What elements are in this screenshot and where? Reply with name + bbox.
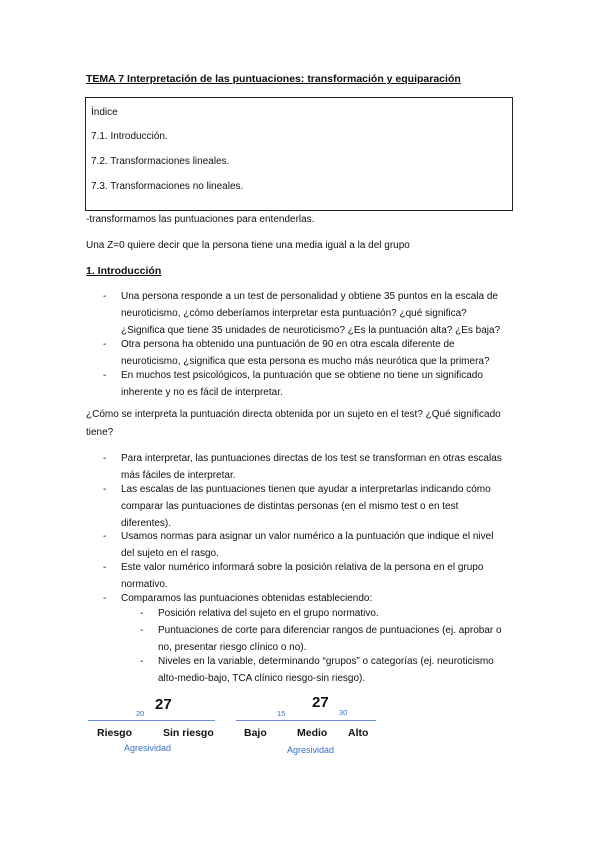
subbullet-line: alto-medio-bajo, TCA clínico riesgo-sin riesgo). [158,673,366,684]
bullet-line: Comparamos las puntuaciones obtenidas estableciendo: [121,593,373,604]
bullet-line: comparar las puntuaciones de distintas personas (en el mismo test o en test [121,501,459,512]
left-label-sin-riesgo: Sin riesgo [163,727,214,739]
bullet-line: inherente y no es fácil de interpretar. [121,387,283,398]
subbullet-item [158,653,494,687]
subbullet-line: Puntuaciones de corte para diferenciar rangos de puntuaciones (ej. aprobar o [158,625,502,636]
bullet-dash: - [103,339,107,350]
bullet-dash: - [103,484,107,495]
note-line: Una Z=0 quiere decir que la persona tiene una media igual a la del grupo [86,240,410,251]
left-label-riesgo: Riesgo [97,727,133,739]
bullet-item [121,559,483,593]
bullet-dash: - [103,370,107,381]
subbullet-item [158,622,502,656]
right-cut-high: 30 [339,708,348,717]
bullet-line: normativo. [121,579,168,590]
right-variable-label: Agresividad [287,745,335,755]
document-title: TEMA 7 Interpretación de las puntuaciones: transformación y equiparación [86,73,461,85]
left-score: 27 [155,696,172,713]
bullet-dash: - [103,291,107,302]
bullet-line: neuroticismo, ¿significa que esta persona es mucho más neurótica que la primera? [121,356,490,367]
bullet-item [121,288,500,339]
right-label-bajo: Bajo [244,727,267,739]
bullet-item [121,336,490,370]
bullet-dash: - [103,531,107,542]
bullet-line: Usamos normas para asignar un valor numérico a la puntuación que indique el nivel [121,531,494,542]
bullet-item [121,367,483,401]
bullet-line: más fáciles de interpretar. [121,470,236,481]
right-cut-low: 15 [277,709,286,718]
paragraph-line: ¿Cómo se interpreta la puntuación directa obtenida por un sujeto en el test? ¿Qué significado [86,409,501,420]
subbullet-line: no, presentar riesgo clínico o no). [158,642,307,653]
section-heading: 1. Introducción [86,265,162,277]
subbullet-line: Niveles en la variable, determinando “grupos” o categorías (ej. neuroticismo [158,656,494,667]
paragraph-line: tiene? [86,427,114,438]
bullet-line: Las escalas de las puntuaciones tienen que ayudar a interpretarlas indicando cómo [121,484,491,495]
toc-item: 7.2. Transformaciones lineales. [91,156,230,167]
bullet-dash: - [103,453,107,464]
left-cut-value: 20 [136,709,145,718]
toc-item: 7.3. Transformaciones no lineales. [91,181,244,192]
bullet-line: Este valor numérico informará sobre la posición relativa de la persona en el grupo [121,562,484,573]
bullet-line: En muchos test psicológicos, la puntuación que se obtiene no tiene un significado [121,370,483,381]
bullet-line: neuroticismo, ¿cómo deberíamos interpretar esta puntuación? ¿qué significa? [121,308,467,319]
toc-item: 7.1. Introducción. [91,131,168,142]
note-line: -transformamos las puntuaciones para entenderlas. [86,214,315,225]
right-score: 27 [312,694,329,711]
question-paragraph [86,406,501,442]
toc-heading: Índice [91,107,118,118]
bullet-line: Otra persona ha obtenido una puntuación de 90 en otra escala diferente de [121,339,455,350]
bullet-item [121,528,493,562]
left-scale-line [88,720,215,721]
table-of-contents [85,97,513,211]
right-label-alto: Alto [348,727,369,739]
right-scale-line [236,720,376,721]
bullet-line: ¿Significa que tiene 35 unidades de neuroticismo? ¿Es la puntuación alta? ¿Es baja? [121,325,501,336]
subbullet-line: Posición relativa del sujeto en el grupo normativo. [158,608,379,619]
bullet-line: Una persona responde a un test de personalidad y obtiene 35 puntos en la escala de [121,291,498,302]
bullet-dash: - [103,562,107,573]
bullet-item [121,450,502,484]
left-variable-label: Agresividad [124,743,172,753]
subbullet-dash: - [140,625,144,636]
bullet-item [121,481,491,532]
subbullet-dash: - [140,656,144,667]
subbullet-dash: - [140,608,144,619]
bullet-line: del sujeto en el rasgo. [121,548,219,559]
bullet-line: diferentes). [121,518,172,529]
subbullet-item [158,605,379,622]
right-label-medio: Medio [297,727,328,739]
bullet-line: Para interpretar, las puntuaciones directas de los test se transforman en otras escalas [121,453,502,464]
bullet-dash: - [103,593,107,604]
